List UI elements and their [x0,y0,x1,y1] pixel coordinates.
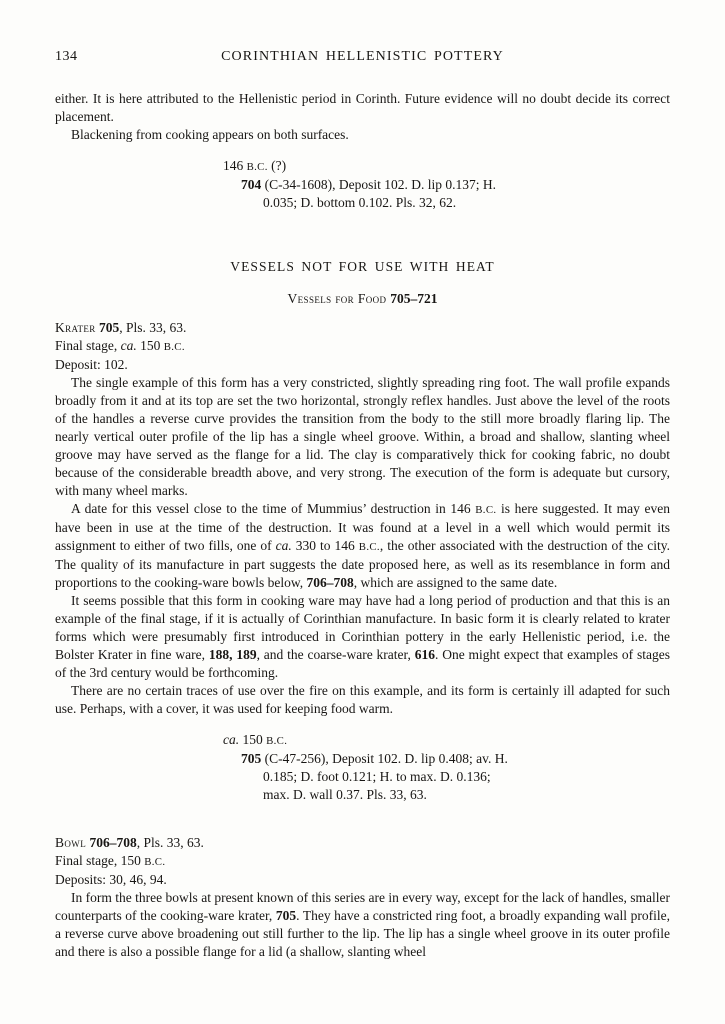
paragraph-continuation: either. It is here attributed to the Hellenistic period in Corinth. Future evidence will no doubt decide its correct placement. [55,91,670,124]
catalog-line: 0.185; D. foot 0.121; H. to max. D. 0.136; [263,769,491,784]
section-heading: VESSELS NOT FOR USE WITH HEAT [230,259,495,274]
catalog-date: 146 B.C. (?) [223,158,287,173]
catalog-line: 0.035; D. bottom 0.102. Pls. 32, 62. [263,195,457,210]
entry-deposits-bowl: Deposits: 30, 46, 94. [55,872,167,887]
page-header [55,48,670,66]
paragraph-bowl-description: In form the three bowls at present known of this series are in every way, except for the lack of handles, smaller counterparts of the cooking-ware krater, 705. They have a constricted ring foot, a broadly expanding wall profile, a reverse curve above broadening out still further to the lip. The lip has a single wheel groove in its outer profile and there is also a possible flange for a lid (a shallow, slanting wheel [55,890,670,959]
document-content [55,90,670,961]
catalog-text [223,750,670,804]
catalog-entry-704 [223,157,670,212]
catalog-line: 705 (C-47-256), Deposit 102. D. lip 0.408; av. H. [241,751,508,766]
entry-heading-krater: Krater 705, Pls. 33, 63. [55,320,187,335]
catalog-line: max. D. wall 0.37. Pls. 33, 63. [263,787,427,802]
paragraph-krater-production: It seems possible that this form in cooking ware may have had a long period of production and that this is an example of the final stage, if it is actually of Corinthian manufacture. In basic form it is clearly related to krater forms which were presumably first introduced in Corinthian pottery in the early Hellenistic period, i.e. the Bolster Krater in fine ware, 188, 189, and the coarse-ware krater, 616. One might expect that examples of stages of the 3rd century would be forthcoming. [55,593,670,680]
catalog-entry-705 [223,731,670,804]
catalog-date: ca. 150 B.C. [223,732,288,747]
paragraph-krater-use: There are no certain traces of use over the fire on this example, and its form is certainly ill adapted for such use. Perhaps, with a cover, it was used for keeping food warm. [55,683,670,716]
entry-heading-bowl: Bowl 706–708, Pls. 33, 63. [55,835,204,850]
running-title: CORINTHIAN HELLENISTIC POTTERY [221,49,504,64]
paragraph-krater-description: The single example of this form has a very constricted, slightly spreading ring foot. The wall profile expands broadly from it and at its top are set the two horizontal, strongly reflex handles. Just above the level of the roots of the handles a reverse curve provides the transition from the body to the still more broadly flaring lip. The nearly vertical outer profile of the lip has a single wheel groove. Within, a broad and shallow, slanting wheel groove may have served as the flange for a lid. The clay is comparatively thick for cooking fabric, no doubt because of the considerable breadth above, and very strong. The execution of the form is adequate but cursory, with many wheel marks. [55,375,670,498]
catalog-text [223,176,670,212]
page-number: 134 [55,49,78,64]
catalog-line: 704 (C-34-1608), Deposit 102. D. lip 0.137; H. [241,177,496,192]
paragraph-blackening: Blackening from cooking appears on both surfaces. [71,127,349,142]
entry-stage-bowl: Final stage, 150 B.C. [55,853,166,868]
entry-stage-krater: Final stage, ca. 150 B.C. [55,338,185,353]
subsection-heading: Vessels for Food 705–721 [287,291,438,306]
entry-deposit-krater: Deposit: 102. [55,357,128,372]
paragraph-krater-date: A date for this vessel close to the time of Mummius’ destruction in 146 B.C. is here suggested. It may even have been in use at the time of the destruction. It was found at a level in a well which would permit its assignment to either of two fills, one of ca. 330 to 146 B.C., the other associated with the destruction of the city. The quality of its manufacture in part suggests the date proposed here, as well as its resemblance in form and proportions to the cooking-ware bowls below, 706–708, which are assigned to the same date. [55,501,670,590]
